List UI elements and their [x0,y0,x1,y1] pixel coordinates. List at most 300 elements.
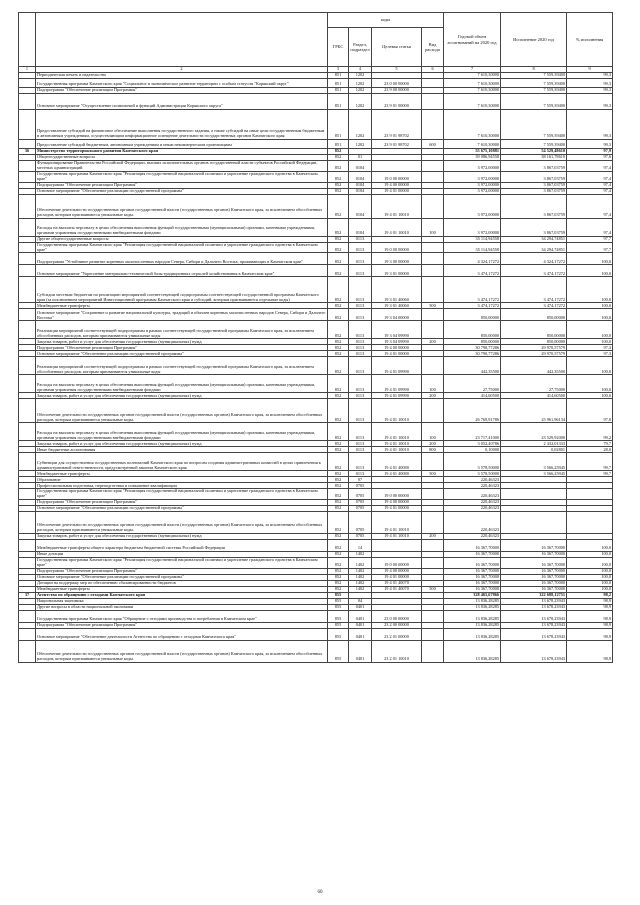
execution-percent: 100,0 [567,309,613,321]
annual-amount: 30 790,77286 [444,351,501,357]
grbs-code: 852 [328,423,349,441]
item-name: Межбюджетные трансферты [36,587,328,593]
expense-type: 500 [422,587,444,593]
annual-amount: 13 836,28285 [444,611,501,623]
table-row [19,321,613,339]
grbs-code: 852 [328,351,349,357]
execution-percent: 97,3 [567,345,613,351]
executed-amount: 3 867,03759 [501,194,567,218]
execution-percent: 99,3 [567,140,613,149]
header-target: Целевая статья [372,28,422,67]
table-row [19,79,613,88]
executed-amount: 0,02801 [501,447,567,453]
expense-type: 100 [422,218,444,236]
executed-amount: 16 367,70000 [501,569,567,575]
section-code: 0705 [349,534,372,540]
executed-amount: 414,60500 [501,393,567,399]
annual-amount: 0,10000 [444,447,501,453]
item-name: Министерство территориального развития Камчатского края [36,149,328,155]
target-code: 19 4 00 00000 [372,569,422,575]
target-code: 23 9 00 00000 [372,88,422,94]
execution-percent: 99,7 [567,471,613,477]
target-code: 19 3 04 00000 [372,309,422,321]
annual-amount: 13 836,28285 [444,629,501,641]
executed-amount [501,512,567,534]
execution-percent: 99,3 [567,94,613,110]
section-code: 0113 [349,321,372,339]
grbs-code: 851 [328,73,349,79]
target-code: 19 4 01 40070 [372,587,422,593]
item-name: Иные дотации [36,552,328,558]
executed-amount: 3 867,03759 [501,218,567,236]
grbs-code: 852 [328,345,349,351]
row-number [19,357,36,375]
execution-percent: 99,3 [567,73,613,79]
section-code: 1402 [349,569,372,575]
grbs-code: 852 [328,236,349,242]
section-code: 1202 [349,140,372,149]
grbs-code: 852 [328,558,349,569]
row-number [19,277,36,303]
item-name: Подпрограмма "Обеспечение реализации Программы" [36,623,328,629]
target-code: 19 0 00 00000 [372,242,422,253]
item-name: Реализация мероприятий соответствующей подпрограммы в рамках соответствующей государственной программы Камчатского края, за исключением обособленных расходов, которым присваиваются уникальные коды [36,357,328,375]
grbs-code: 852 [328,182,349,188]
section-code: 07 [349,477,372,483]
annual-amount: 220,46323 [444,483,501,489]
grbs-code: 852 [328,506,349,512]
grbs-code: 851 [328,88,349,94]
annual-amount: 7 610,30000 [444,110,501,140]
annual-amount: 13 836,28285 [444,599,501,605]
grbs-code: 852 [328,575,349,581]
table-row [19,218,613,236]
col-number: 2 [36,67,328,73]
item-name: Межбюджетные трансферты общего характера бюджетам бюджетной системы Российской Федерации [36,540,328,552]
executed-amount: 7 559,39400 [501,79,567,88]
item-name: Другие вопросы в области национальной экономики [36,605,328,611]
expense-type [422,94,444,110]
expense-type: 800 [422,447,444,453]
executed-amount: 13 678,23943 [501,629,567,641]
target-code: 23 9 01 98702 [372,140,422,149]
grbs-code: 851 [328,110,349,140]
expense-type: 200 [422,339,444,345]
execution-percent: 97,6 [567,155,613,161]
expense-type [422,611,444,623]
grbs-code: 852 [328,540,349,552]
section-code: 0401 [349,623,372,629]
section-code: 1202 [349,79,372,88]
grbs-code: 852 [328,453,349,471]
target-code: 19 4 01 00000 [372,188,422,194]
annual-amount: 13 836,28285 [444,623,501,629]
section-code: 0113 [349,399,372,423]
executed-amount: 29 970,57579 [501,351,567,357]
executed-amount: 3 867,03759 [501,161,567,172]
col-number: 8 [501,67,567,73]
executed-amount: 38 161,78610 [501,155,567,161]
expense-type [422,540,444,552]
executed-amount: 3 566,25945 [501,453,567,471]
grbs-code: 852 [328,399,349,423]
executed-amount: 13 678,23943 [501,611,567,623]
table-row [19,512,613,534]
item-name: Государственная программа Камчатского края "Обращение с отходами производства и потребления в Камчатском крае" [36,611,328,623]
table-row [19,540,613,552]
execution-percent: 100,0 [567,253,613,265]
table-row [19,641,613,663]
item-name: Государственная программа Камчатского края "Реализация государственной национальной политики и укрепление гражданского единства в Камчатском крае" [36,171,328,182]
row-number [19,253,36,265]
annual-amount: 3 578,50000 [444,471,501,477]
annual-amount: 35 114,94558 [444,242,501,253]
execution-percent: 100,0 [567,575,613,581]
table-row [19,453,613,471]
executed-amount: 322 688,12751 [501,593,567,599]
grbs-code: 852 [328,477,349,483]
section-code: 0401 [349,629,372,641]
execution-percent: 100,0 [567,303,613,309]
item-name: Подпрограмма "Обеспечение реализации Программы" [36,345,328,351]
executed-amount: 16 367,70000 [501,575,567,581]
annual-amount: 30 790,77286 [444,345,501,351]
row-number [19,218,36,236]
executed-amount: 16 367,70000 [501,587,567,593]
section-code: 0113 [349,242,372,253]
executed-amount: 850,00000 [501,309,567,321]
target-code: 19 3 01 00000 [372,265,422,277]
row-number [19,309,36,321]
grbs-code: 852 [328,265,349,277]
table-row [19,242,613,253]
target-code: 19 0 00 00000 [372,558,422,569]
target-code: 19 3 04 09990 [372,339,422,345]
expense-type: 200 [422,534,444,540]
executed-amount: 3 867,03759 [501,171,567,182]
target-code: 19 4 01 00000 [372,506,422,512]
annual-amount: 3 972,00000 [444,188,501,194]
grbs-code: 852 [328,489,349,500]
execution-percent: 100,0 [567,558,613,569]
item-name: Закупка товаров, работ и услуг для обеспечения государственных (муниципальных) нужд [36,339,328,345]
annual-amount: 3 972,00000 [444,161,501,172]
table-row [19,171,613,182]
annual-amount: 3 474,17272 [444,265,501,277]
target-code: 19 0 00 00000 [372,171,422,182]
item-name: Образование [36,477,328,483]
section-code: 1402 [349,558,372,569]
grbs-code: 852 [328,321,349,339]
item-name: Реализация мероприятий соответствующей подпрограммы в рамках соответствующей государственной программы Камчатского края, за исключением обособленных расходов, которым присваиваются уникальные коды [36,321,328,339]
execution-percent: 100,0 [567,569,613,575]
executed-amount: 3 474,17272 [501,303,567,309]
item-name: Основное мероприятие "Обеспечение реализации государственной программы" [36,188,328,194]
table-row [19,309,613,321]
grbs-code: 852 [328,534,349,540]
execution-percent: 98,9 [567,623,613,629]
expense-type [422,79,444,88]
executed-amount: 3 867,03759 [501,188,567,194]
target-code: 19 4 01 10010 [372,534,422,540]
section-code: 0705 [349,512,372,534]
section-code: 0104 [349,218,372,236]
section-code: 1202 [349,110,372,140]
execution-percent: 98,9 [567,611,613,623]
item-name: Профессиональная подготовка, переподготовка и повышение квалификации [36,483,328,489]
grbs-code: 855 [328,593,349,599]
executed-amount: 13 678,23943 [501,623,567,629]
item-name: Основное мероприятие "Осуществление полномочий и функций Администрации Корякского округа" [36,94,328,110]
execution-percent: 98,9 [567,629,613,641]
expense-type [422,558,444,569]
annual-amount: 220,46323 [444,489,501,500]
row-number [19,611,36,623]
grbs-code: 852 [328,218,349,236]
target-code: 23 0 00 00000 [372,611,422,623]
item-name: Общегосударственные вопросы [36,155,328,161]
item-name: Основное мероприятие "Обеспечение реализации государственной программы" [36,575,328,581]
table-row [19,611,613,623]
execution-percent: 99,3 [567,110,613,140]
section-code: 0705 [349,506,372,512]
executed-amount: 27,75000 [501,375,567,393]
table-row [19,375,613,393]
execution-percent: 97,4 [567,171,613,182]
annual-amount: 39 086,94558 [444,155,501,161]
executed-amount: 16 367,70000 [501,581,567,587]
grbs-code: 852 [328,447,349,453]
item-name: Государственная программа Камчатского края "Реализация государственной национальной политики и укрепление гражданского единства в Камчатском крае" [36,558,328,569]
section-code: 1402 [349,581,372,587]
executed-amount: 7 559,39400 [501,88,567,94]
item-name: Обеспечение деятельности государственных органов государственной власти (государственных органов) Камчатского края, за исключением обособленных расходов, которым присваиваются уникальные коды. [36,399,328,423]
table-row [19,277,613,303]
table-row [19,161,613,172]
target-code: 19 4 01 40080 [372,453,422,471]
item-name: Основное мероприятие "Обеспечение реализации государственной программы" [36,506,328,512]
row-number [19,321,36,339]
section-code: 0113 [349,471,372,477]
item-name: Другие общегосударственные вопросы [36,236,328,242]
execution-percent: 97,4 [567,188,613,194]
expense-type [422,253,444,265]
execution-percent: 98,2 [567,593,613,599]
grbs-code: 852 [328,552,349,558]
col-number: 3 [328,67,349,73]
execution-percent: 100,0 [567,587,613,593]
header-annual: Годовой объем ассигнований на 2020 год [444,13,501,67]
executed-amount: 13 678,23943 [501,641,567,663]
grbs-code: 852 [328,277,349,303]
grbs-code: 852 [328,171,349,182]
item-name: Подпрограмма "Обеспечение реализации Программы" [36,182,328,188]
expense-type [422,161,444,172]
executed-amount: 13 678,23943 [501,605,567,611]
row-number: 36 [19,149,36,155]
expense-type [422,194,444,218]
grbs-code: 852 [328,155,349,161]
target-code: 23 2 00 00000 [372,623,422,629]
annual-amount: 16 367,70000 [444,540,501,552]
annual-amount: 3 972,00000 [444,194,501,218]
row-number [19,558,36,569]
target-code: 19 4 01 10010 [372,194,422,218]
table-row [19,357,613,375]
target-code: 19 4 01 40070 [372,581,422,587]
section-code: 0113 [349,309,372,321]
table-row [19,423,613,441]
header-executed: Исполнение 2020 год [501,13,567,67]
executed-amount: 34 294,74851 [501,242,567,253]
annual-amount: 328 465,67866 [444,593,501,599]
grbs-code: 851 [328,94,349,110]
grbs-code: 852 [328,253,349,265]
col-number: 7 [444,67,501,73]
annual-amount: 16 367,70000 [444,569,501,575]
annual-amount: 7 610,30000 [444,94,501,110]
section-code: 0113 [349,447,372,453]
annual-amount: 3 578,50000 [444,453,501,471]
item-name: Расходы на выплаты персоналу в целях обеспечения выполнения функций государственными (муниципальными) органами, казенными учреждениями, органами управления государственными внебюджетными фондами [36,423,328,441]
section-code: 0113 [349,423,372,441]
expense-type [422,453,444,471]
execution-percent: 99,7 [567,453,613,471]
grbs-code: 855 [328,599,349,605]
grbs-code: 852 [328,483,349,489]
header-codes: коды [328,13,444,28]
target-code: 19 3 01 40060 [372,303,422,309]
execution-percent: 97,0 [567,399,613,423]
execution-percent: 99,2 [567,423,613,441]
annual-amount: 3 972,00000 [444,171,501,182]
execution-percent: 100,0 [567,552,613,558]
row-number [19,423,36,441]
col-number: 9 [567,67,613,73]
item-name: Закупка товаров, работ и услуг для обеспечения государственных (муниципальных) нужд [36,534,328,540]
item-name: Субвенции для осуществления государственных полномочий Камчатского края по вопросам создания административных комиссий в целях привлечения к административной ответственности, предусмотренной законом Камчатского края [36,453,328,471]
row-number [19,140,36,149]
row-number: 37 [19,593,36,599]
section-code: 01 [349,155,372,161]
grbs-code: 852 [328,569,349,575]
col-number: 1 [19,67,36,73]
item-name: Подпрограмма "Устойчивое развитие коренных малочисленных народов Севера, Сибири и Дальнего Востока, проживающих в Камчатском крае" [36,253,328,265]
section-code: 0113 [349,339,372,345]
target-code: 19 4 01 10010 [372,512,422,534]
expense-type: 200 [422,393,444,399]
row-number [19,161,36,172]
section-code: 1402 [349,587,372,593]
executed-amount: 2 432,01333 [501,441,567,447]
execution-percent: 97,9 [567,149,613,155]
section-code: 0113 [349,303,372,309]
row-number [19,110,36,140]
row-number [19,171,36,182]
annual-amount: 55 675,10881 [444,149,501,155]
item-name: Предоставление субсидий на финансовое обеспечение выполнения государственного задания, а также субсидий на иные цели государственным бюджетным и автономным учреждениям, осуществляющим информационное освещение деятельности государственных органов Камчатского края [36,110,328,140]
item-name: Межбюджетные трансферты [36,303,328,309]
annual-amount: 4 324,17272 [444,253,501,265]
target-code: 19 4 01 00000 [372,351,422,357]
target-code: 23 9 01 00000 [372,94,422,110]
page-number: 60 [317,890,323,895]
item-name: Подпрограмма "Обеспечение реализации Программы" [36,88,328,94]
table-row [19,399,613,423]
section-code: 1402 [349,552,372,558]
section-code: 0113 [349,453,372,471]
section-code: 0113 [349,351,372,357]
annual-amount: 13 836,28285 [444,605,501,611]
expense-type [422,277,444,303]
table-row [19,558,613,569]
executed-amount: 3 867,03759 [501,182,567,188]
item-name: Закупка товаров, работ и услуг для обеспечения государственных (муниципальных) нужд [36,393,328,399]
row-number [19,512,36,534]
table-row [19,110,613,140]
expense-type [422,171,444,182]
annual-amount: 220,46323 [444,506,501,512]
target-code: 23 9 01 98702 [372,110,422,140]
item-name: Предоставление субсидий бюджетным, автономным учреждениям и иным некоммерческим организациям [36,140,328,149]
row-number [19,94,36,110]
item-name: Основное мероприятие "Обеспечение реализации государственной программы" [36,351,328,357]
target-code: 19 4 01 09990 [372,393,422,399]
annual-amount: 27,75000 [444,375,501,393]
annual-amount: 3 052,40786 [444,441,501,447]
execution-percent: 97,7 [567,242,613,253]
target-code: 19 4 00 00000 [372,182,422,188]
grbs-code: 852 [328,161,349,172]
item-name: Государственная программа Камчатского края "Социальное и экономическое развитие территории с особым статусом "Корякский округ" [36,79,328,88]
row-number [19,265,36,277]
section-code: 0705 [349,483,372,489]
expense-type [422,242,444,253]
annual-amount: 16 367,70000 [444,552,501,558]
row-number [19,194,36,218]
header-section: Раздел, подраздел [349,28,372,67]
expense-type [422,629,444,641]
execution-percent: 98,9 [567,599,613,605]
target-code: 19 4 01 10010 [372,218,422,236]
expense-type: 100 [422,375,444,393]
item-name: Межбюджетные трансферты [36,471,328,477]
execution-percent: 97,3 [567,351,613,357]
annual-amount: 220,46323 [444,477,501,483]
expense-type [422,357,444,375]
execution-percent: 100,0 [567,581,613,587]
executed-amount: 4 324,17272 [501,253,567,265]
executed-amount: 3 474,17272 [501,265,567,277]
table-row [19,94,613,110]
item-name: Расходы на выплаты персоналу в целях обеспечения выполнения функций государственными (муниципальными) органами, казенными учреждениями, органами управления государственными внебюджетными фондами [36,218,328,236]
execution-percent: 97,4 [567,182,613,188]
section-code: 04 [349,599,372,605]
expense-type: 200 [422,441,444,447]
row-number [19,540,36,552]
grbs-code: 855 [328,629,349,641]
target-code: 23 0 00 00000 [372,79,422,88]
annual-amount: 13 836,28285 [444,641,501,663]
item-name: Расходы на выплаты персоналу в целях обеспечения выполнения функций государственными (муниципальными) органами, казенными учреждениями, органами управления государственными внебюджетными фондами [36,375,328,393]
grbs-code: 855 [328,641,349,663]
executed-amount: 850,00000 [501,339,567,345]
annual-amount: 3 972,00000 [444,182,501,188]
execution-percent: 97,4 [567,161,613,172]
annual-amount: 3 474,17272 [444,303,501,309]
header-type: Вид расхода [422,28,444,67]
header-no [19,13,36,67]
